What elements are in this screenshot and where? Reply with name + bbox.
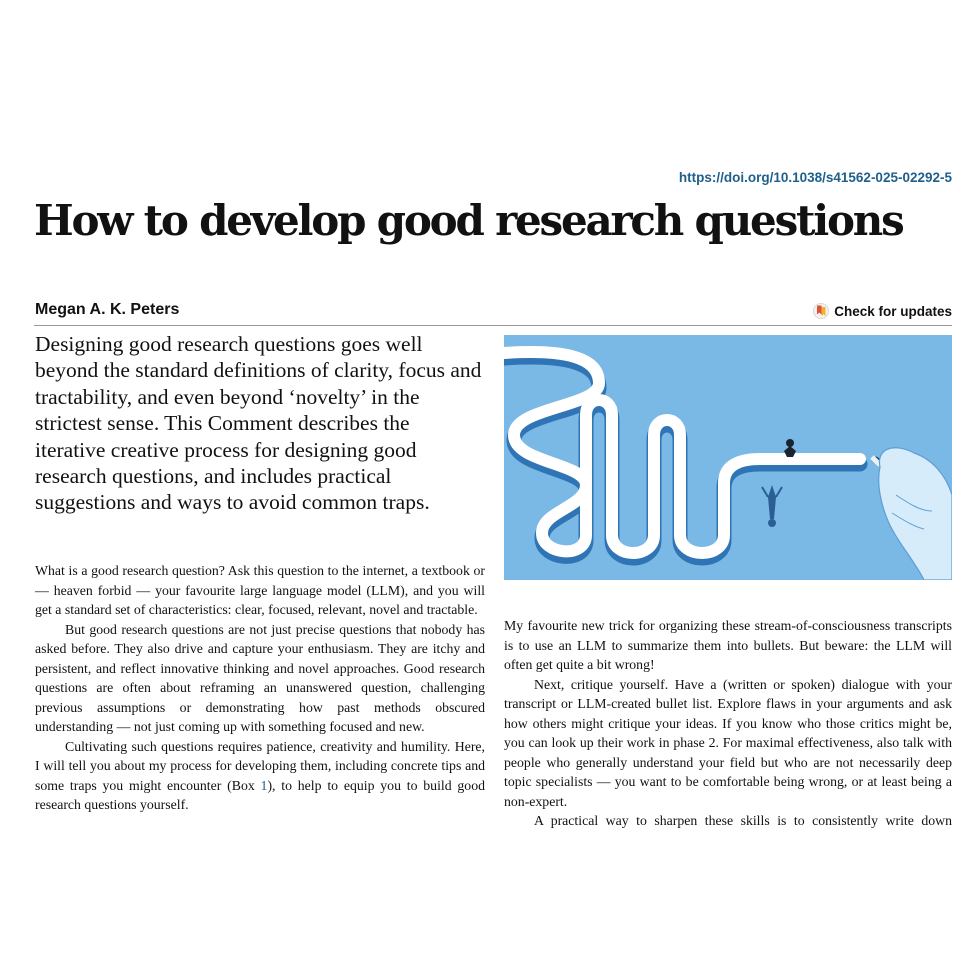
doi-link[interactable]: https://doi.org/10.1038/s41562-025-02292-5: [678, 170, 952, 185]
body-column-left: [35, 561, 485, 815]
paragraph: A practical way to sharpen these skills is to consistently write down: [534, 813, 952, 828]
box-reference-link[interactable]: 1: [260, 777, 268, 793]
illustration-winding-road: [504, 335, 952, 580]
page-bottom-margin: [0, 830, 976, 976]
paragraph: But good research questions are not just precise questions that nobody has asked before. They also drive and capture your enthusiasm. They are itchy and persistent, and reflect innovative thinking and novel approaches. Good research questions are often about reframing an unanswered question, challenging previous assumptions or demonstrating how past methods obscured understanding — not just coming up with something focused and new.: [35, 621, 485, 734]
check-updates-icon: [813, 303, 829, 319]
check-updates-label: Check for updates: [834, 303, 952, 319]
paragraph: [35, 737, 485, 815]
paragraph: What is a good research question? Ask this question to the internet, a textbook or — heaven forbid — your favourite large language model (LLM), and you will get a standard set of characteristics: clear, focused, relevant, novel and tractable.: [35, 563, 485, 617]
paragraph-text: Cultivating such questions requires patience, creativity and humility. Here, I will tell you about my process for developing them, including concrete tips and some traps you might encounter (Box: [35, 738, 485, 793]
paragraph-text: ), to help to equip you to build good research questions yourself.: [35, 777, 486, 812]
author-name: Megan A. K. Peters: [35, 301, 180, 318]
paragraph: Next, critique yourself. Have a (written or spoken) dialogue with your transcript or LLM-created bullet list. Explore flaws in your arguments and ask how others might critique your ideas. If you know who those critics might be, you can look up their work in phase 2. For maximal effectiveness, also talk with people who generally understand your field but who are not necessarily deep topic specialists — you want to be comfortable being wrong, or at least being a non-expert.: [504, 676, 952, 809]
standfirst: Designing good research questions goes well beyond the standard definitions of clarity, focus and tractability, and even beyond ‘novelty’ in the strictest sense. This Comment describes the iterative creative process for designing good research questions, and includes practical suggestions and ways to avoid common traps.: [35, 332, 482, 515]
paragraph: My favourite new trick for organizing these stream-of-consciousness transcripts is to use an LLM to summarize them into bullets. But beware: the LLM will often get quite a bit wrong!: [504, 618, 952, 672]
check-updates-button[interactable]: [813, 303, 952, 319]
header-rule: [34, 325, 952, 326]
article-title: How to develop good research questions: [34, 196, 903, 245]
